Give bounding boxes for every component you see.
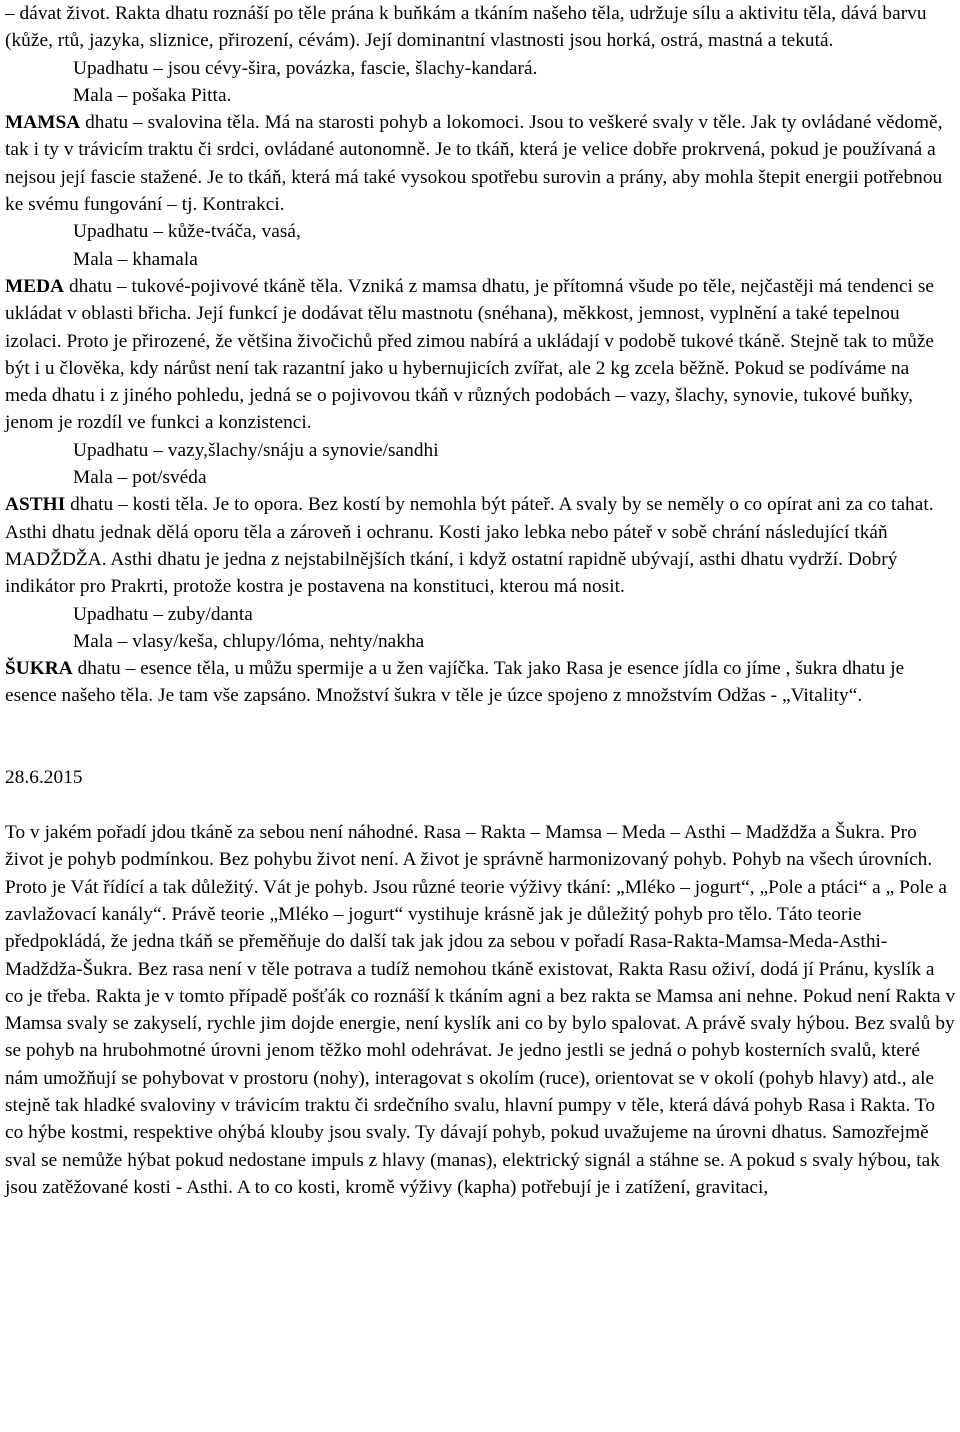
asthi-mala: Mala – vlasy/keša, chlupy/lóma, nehty/nakha: [73, 630, 425, 652]
asthi-heading: ASTHI: [5, 494, 66, 516]
paragraph-sukra: [5, 655, 956, 710]
mamsa-mala: Mala – khamala: [73, 248, 198, 270]
paragraph-tissue-order: To v jakém pořadí jdou tkáně za sebou není náhodné. Rasa – Rakta – Mamsa – Meda – Asthi – Madždža a Šukra. Pro život je pohyb podmínkou. Bez pohybu život není. A život je správně harmonizovaný pohyb. Pohyb na všech úrovních. Proto je Vát řídící a tak důležitý. Vát je pohyb. Jsou různé teorie výživy tkání: „Mléko – jogurt“, „Pole a ptáci“ a „ Pole a zavlažovací kanály“. Právě teorie „Mléko – jogurt“ vystihuje krásně jak je důležitý pohyb pro tělo. Táto teorie předpokládá, že jedna tkáň se přeměňuje do další tak jak jdou za sebou v pořadí Rasa-Rakta-Mamsa-Meda-Asthi-Madždža-Šukra. Bez rasa není v těle potrava a tudíž nemohou tkáně existovat, Rakta Rasu oživí, dodá jí Pránu, kyslík a co je třeba. Rakta je v tomto případě pošťák co roznáší k tkáním agni a bez rakta se Mamsa ani nehne. Pokud není Rakta v Mamsa svaly se zakyselí, rychle jim dojde energie, není kyslík ani co by bylo spalovat. A právě svaly hýbou. Bez svalů by se pohyb na hrubohmotné úrovni jenom těžko mohl odehrávat. Je jedno jestli se jedná o pohyb kosterních svalů, které nám umožňují se pohybovat v prostoru (nohy), interagovat s okolím (ruce), orientovat se v okolí (pohyb hlavy) atd., ale stejně tak hladké svaloviny v trávicím traktu či srdečního svalu, hlavní pumpy v těle, která dává pohyb Rasa i Rakta. To co hýbe kostmi, respektive ohýbá klouby jsou svaly. Ty dávají pohyb, pokud uvažujeme na úrovni dhatus. Samozřejmě sval se nemůže hýbat pokud nedostane impuls z hlavy (manas), elektrický signál a stáhne se. A pokud s svaly hýbou, tak jsou zatěžované kosti - Asthi. A to co kosti, kromě výživy (kapha) potřebují je i zatížení, gravitaci,: [5, 822, 956, 1198]
paragraph-mamsa: [5, 109, 956, 218]
paragraph-meda: [5, 273, 956, 437]
mamsa-upadhatu: Upadhatu – kůže-tváča, vasá,: [73, 221, 301, 243]
mamsa-heading: MAMSA: [5, 112, 81, 134]
asthi-upadhatu: Upadhatu – zuby/danta: [73, 603, 253, 625]
paragraph-asthi: [5, 491, 956, 600]
meda-mala: Mala – pot/svéda: [73, 467, 207, 489]
meda-upadhatu: Upadhatu – vazy,šlachy/snáju a synovie/sandhi: [73, 439, 439, 461]
asthi-text: dhatu – kosti těla. Je to opora. Bez kostí by nemohla být páteř. A svaly by se neměly o co opírat ani za co tahat. Asthi dhatu jednak dělá oporu těla a zároveň i ochranu. Kosti jako lebka nebo páteř v sobě chrání následující tkáň MADŽDŽA. Asthi dhatu je jedna z nejstabilnějších tkání, i když ostatní rapidně ubývají, asthi dhatu vydrží. Dobrý indikátor pro Prakrti, protože kostra je postavena na konstituci, kterou má nosit.: [5, 494, 934, 598]
date-heading: 28.6.2015: [5, 766, 83, 788]
sukra-text: dhatu – esence těla, u můžu spermije a u žen vajíčka. Tak jako Rasa je esence jídla co jíme , šukra dhatu je esence našeho těla. Je tam vše zapsáno. Množství šukra v těle je úzce spojeno z množstvím Odžas - „Vitality“.: [5, 658, 905, 707]
rakta-mala: Mala – pošaka Pitta.: [73, 84, 232, 106]
paragraph-rakta-intro: – dávat život. Rakta dhatu roznáší po těle prána k buňkám a tkáním našeho těla, udržuje sílu a aktivitu těla, dává barvu (kůže, rtů, jazyka, sliznice, přirození, cévám). Její dominantní vlastnosti jsou horká, ostrá, mastná a tekutá.: [5, 3, 927, 52]
mamsa-text: dhatu – svalovina těla. Má na starosti pohyb a lokomoci. Jsou to veškeré svaly v těle. Jak ty ovládané vědomě, tak i ty v trávicím traktu či srdci, ovládané autonomně. Je to tkáň, která je velice dobře prokrvená, pokud je používaná a nejsou její fascie stažené. Je to tkáň, která má také vysokou spotřebu surovin a prány, aby mohla štepit energii potřebnou ke svému fungování – tj. Kontrakci.: [5, 112, 943, 216]
meda-heading: MEDA: [5, 275, 65, 297]
meda-text: dhatu – tukové-pojivové tkáně těla. Vzniká z mamsa dhatu, je přítomná všude po těle, nejčastěji má tendenci se ukládat v oblasti břicha. Její funkcí je dodávat tělu mastnotu (snéhana), měkkost, jemnost, vyplnění a také tepelnou izolaci. Proto je přirozené, že většina živočichů před zimou nabírá a ukládají v podobě tukové tkáně. Stejně tak to může být i u člověka, kdy nárůst není tak razantní jako u hybernujicích zvířat, ale 2 kg zcela běžně. Pokud se podíváme na meda dhatu i z jiného pohledu, jedná se o pojivovou tkáň v různých podobách – vazy, šlachy, synovie, tukové buňky, jenom je rozdíl ve funkci a konzistenci.: [5, 275, 935, 434]
sukra-heading: ŠUKRA: [5, 658, 73, 680]
rakta-upadhatu: Upadhatu – jsou cévy-šira, povázka, fascie, šlachy-kandará.: [73, 57, 538, 79]
